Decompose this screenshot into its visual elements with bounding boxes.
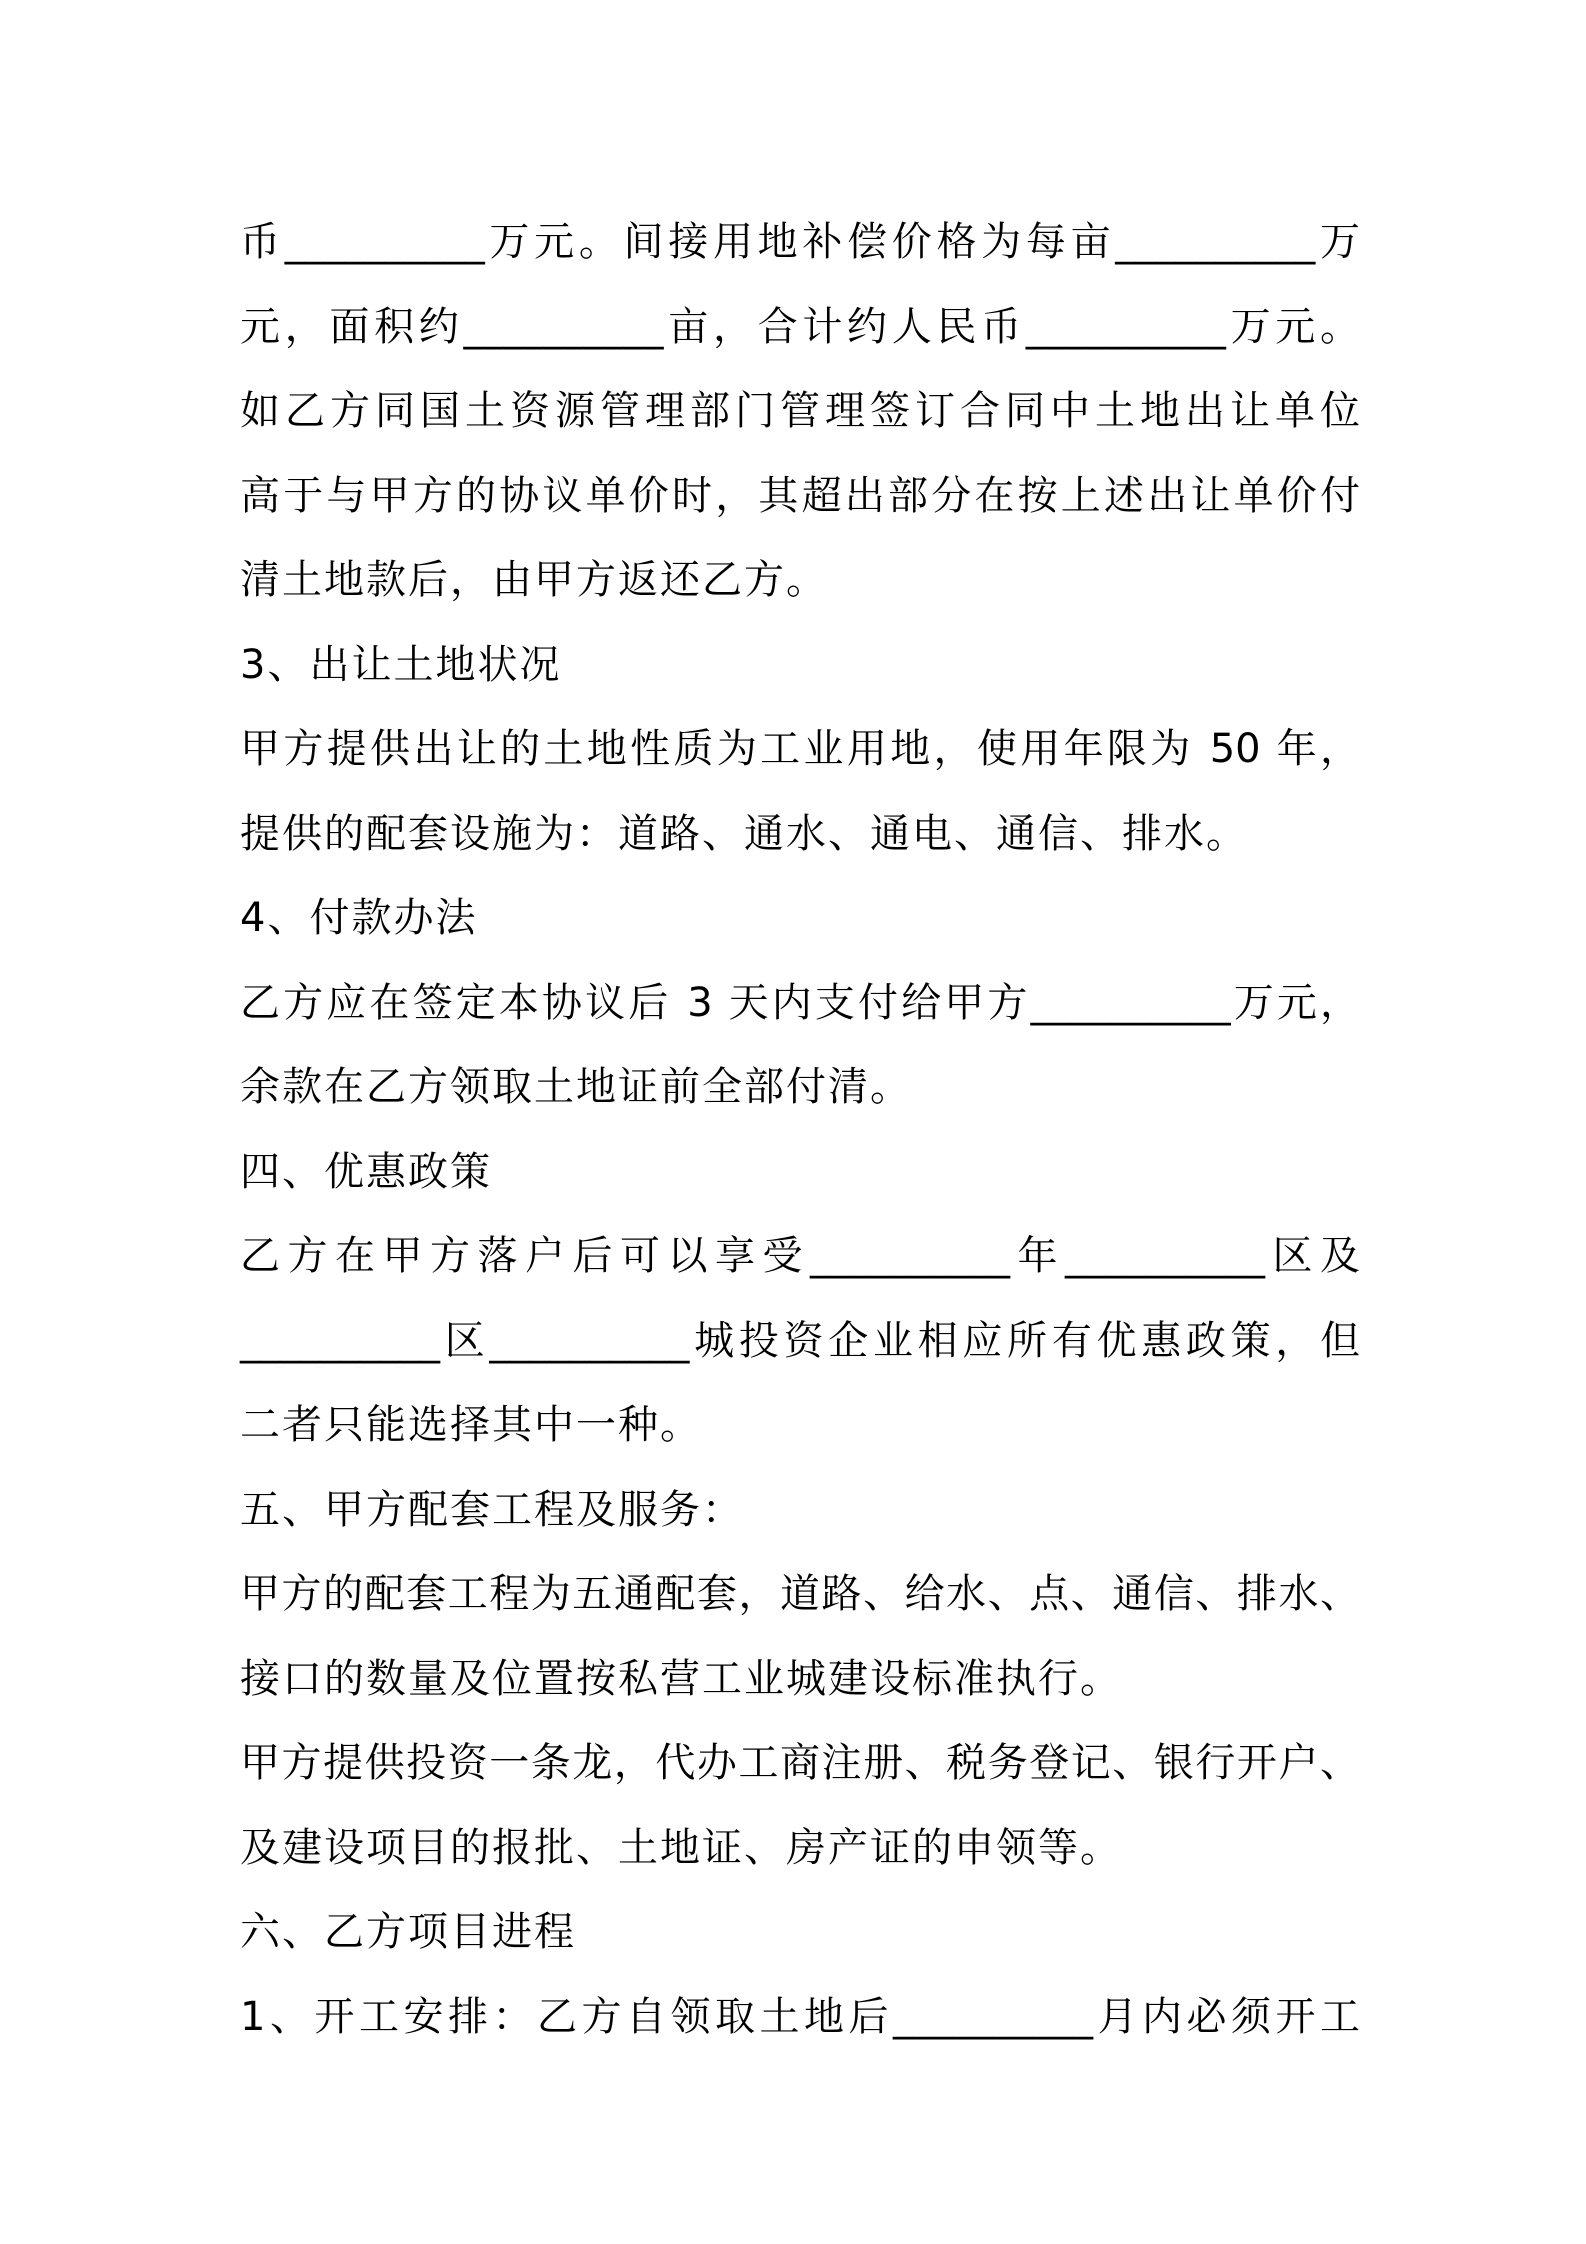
text-line-15: 二者只能选择其中一种。: [240, 1402, 702, 1448]
section-heading-supporting-works: 五、甲方配套工程及服务：: [240, 1486, 744, 1533]
section-heading-preferential-policy: 四、优惠政策: [240, 1148, 492, 1195]
text-line-2: 元，面积约__________亩，合计约人民币__________万元。: [240, 303, 1360, 350]
text-line-10: 乙方应在签定本协议后 3 天内支付给甲方__________万元，: [240, 979, 1360, 1026]
section-heading-land-status: 3、出让土地状况: [240, 641, 562, 688]
text-line-22: 1、开工安排：乙方自领取土地后__________月内必须开工: [240, 1993, 1360, 2040]
section-heading-project-schedule: 六、乙方项目进程: [240, 1909, 576, 1955]
text-line-8: 提供的配套设施为：道路、通水、通电、通信、排水。: [240, 810, 1248, 857]
text-line-5: 清土地款后，由甲方返还乙方。: [240, 557, 828, 603]
text-line-20: 及建设项目的报批、土地证、房产证的申领等。: [240, 1824, 1122, 1871]
text-line-4: 高于与甲方的协议单价时，其超出部分在按上述出让单价付: [240, 472, 1360, 519]
text-line-19: 甲方提供投资一条龙，代办工商注册、税务登记、银行开户、: [240, 1740, 1360, 1786]
text-line-18: 接口的数量及位置按私营工业城建设标准执行。: [240, 1655, 1122, 1702]
text-line-14: __________区__________城投资企业相应所有优惠政策，但: [240, 1317, 1360, 1364]
text-line-7: 甲方提供出让的土地性质为工业用地，使用年限为 50 年，: [240, 726, 1360, 772]
text-line-17: 甲方的配套工程为五通配套，道路、给水、点、通信、排水、: [240, 1571, 1360, 1617]
section-heading-payment: 4、付款办法: [240, 895, 478, 941]
document-page: [240, 200, 1360, 2059]
text-line-1: 币__________万元。间接用地补偿价格为每亩__________万: [240, 219, 1360, 265]
text-line-3: 如乙方同国土资源管理部门管理签订合同中土地出让单位: [240, 388, 1360, 434]
text-line-11: 余款在乙方领取土地证前全部付清。: [240, 1064, 912, 1110]
text-line-13: 乙方在甲方落户后可以享受__________年__________区及: [240, 1233, 1360, 1279]
